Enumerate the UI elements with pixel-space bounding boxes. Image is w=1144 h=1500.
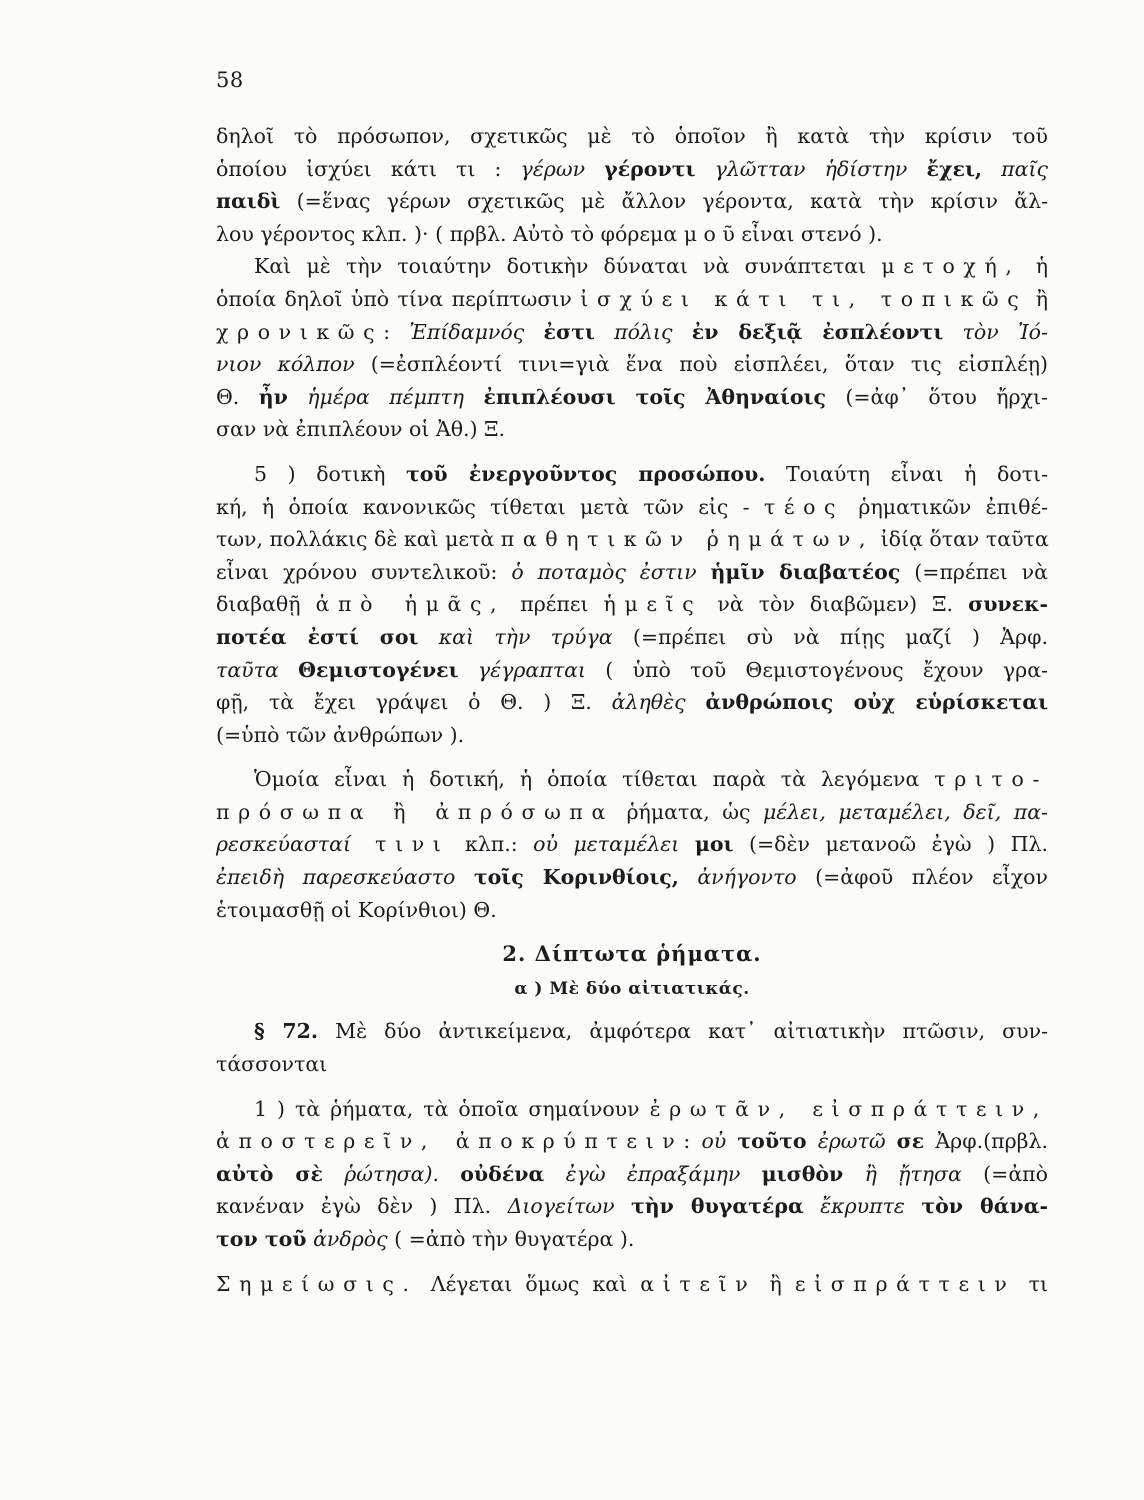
text-run: ἢ xyxy=(756,1271,795,1296)
text-run: ( =ἀπὸ τὴν θυγατέρα ). xyxy=(387,1227,635,1251)
italic-phrase: ὁ ποταμὸς ἐστιν xyxy=(511,559,697,584)
italic-word: οὐ xyxy=(701,1129,727,1154)
text-run: εἶναι χρόνου συντελικοῦ: xyxy=(216,559,512,584)
italic-phrase: μέλει, μεταμέλει, δεῖ, πα- xyxy=(762,799,1048,824)
text-line: σαν νὰ ἐπιπλέουν οἱ Ἀθ.) Ξ. xyxy=(216,417,506,442)
italic-phrase: γλῶτταν ἡδίστην xyxy=(714,156,908,181)
bold-phrase: τὴν θυγατέρα xyxy=(630,1194,804,1219)
paragraph xyxy=(216,763,1048,926)
text-run: κή, ἡ ὁποία κανονικῶς τίθεται μετὰ τῶν εἰς - xyxy=(216,494,764,519)
italic-phrase: καὶ τὴν τρύγα xyxy=(438,624,613,649)
italic-word: Ἐπίδαμνός xyxy=(409,319,525,344)
bold-phrase: ἐπιπλέουσι τοῖς Ἀθηναίοις xyxy=(483,384,826,409)
bold-phrase: τον τοῦ xyxy=(216,1227,307,1251)
spaced-term: πρόσωπα ἢ ἀπρόσωπα xyxy=(216,799,614,824)
text-run: ἡ xyxy=(1020,254,1048,279)
spaced-term: ἀποστερεῖν, ἀποκρύπτειν xyxy=(216,1129,684,1154)
italic-phrase: ἐγὼ ἐπραξάμην xyxy=(565,1161,741,1186)
paragraph xyxy=(216,1093,1048,1256)
text-line xyxy=(216,1268,1048,1301)
text-run: (=δὲν μετανοῶ ἐγὼ ) Πλ. xyxy=(733,832,1048,857)
italic-phrase: ἡμέρα πέμπτη xyxy=(307,384,465,409)
text-run: Τοιαύτη εἶναι ἡ δοτι- xyxy=(765,461,1048,486)
italic-phrase: τὸν Ἰό- xyxy=(962,319,1048,344)
bold-phrase: ἐν δεξιᾷ ἐσπλέοντι xyxy=(691,319,944,344)
text-run: Καὶ μὲ τὴν τοιαύτην δοτικὴν δύναται νὰ συνάπτεται xyxy=(254,254,882,279)
text-line xyxy=(216,1223,1048,1256)
italic-word: γέγραπται xyxy=(477,657,586,682)
text-run: φῇ, τὰ ἔχει γράψει ὁ Θ. ) Ξ. xyxy=(216,690,612,715)
text-run: : xyxy=(383,319,410,344)
spaced-term: τέος xyxy=(763,494,845,519)
bold-phrase: τοῦ ἐνεργοῦντος προσώπου. xyxy=(405,461,766,486)
italic-word: ἀνήγοντο xyxy=(697,865,797,890)
bold-phrase: ἡμῖν διαβατέος xyxy=(710,559,901,584)
bold-word: παιδὶ xyxy=(216,189,281,214)
italic-word: παῖς xyxy=(1001,156,1048,181)
text-run: ῥήματα, ὡς xyxy=(613,799,763,824)
text-run: Ὁμοία εἶναι ἡ δοτική, ἡ ὁποία τίθεται παρὰ τὰ λεγόμενα xyxy=(254,767,935,792)
text-run: Λέγεται ὅμως καὶ xyxy=(417,1271,641,1296)
spaced-term: ἰσχύει κάτι τι, τοπικῶς xyxy=(580,286,1028,311)
text-line xyxy=(216,588,1048,621)
text-body xyxy=(216,120,1048,1300)
text-line xyxy=(216,1190,1048,1223)
page-number: 58 xyxy=(216,68,244,92)
text-line xyxy=(216,1093,1048,1126)
text-line xyxy=(216,654,1048,687)
italic-phrase: ἐπειδὴ παρεσκεύαστο xyxy=(216,865,456,890)
paragraph xyxy=(216,458,1048,751)
spaced-term: παθητικῶν ῥημάτων, xyxy=(500,527,875,552)
text-run: ἢ xyxy=(1027,286,1048,311)
text-run: Μὲ δύο ἀντικείμενα, ἀμφότερα κατ᾽ αἰτιατικὴν πτῶσιν, συν- xyxy=(318,1019,1048,1044)
italic-word: ἀληθὲς xyxy=(611,690,686,715)
spacer xyxy=(216,446,1048,458)
text-run: ( ὑπὸ τοῦ Θεμιστογένους ἔχουν γρα- xyxy=(585,657,1048,682)
bold-phrase: αὐτὸ σὲ xyxy=(216,1161,323,1186)
text-run: νὰ τὸν διαβῶμεν) Ξ. xyxy=(702,592,969,617)
text-line xyxy=(216,861,1048,894)
spacer xyxy=(216,751,1048,763)
text-run: τι xyxy=(1015,1271,1048,1296)
bold-word: μοι xyxy=(694,832,734,857)
paragraph xyxy=(216,120,1048,250)
text-run: κλπ.: xyxy=(449,832,534,857)
text-line xyxy=(216,491,1048,524)
paragraph xyxy=(216,250,1048,446)
text-run: (=πρέπει νὰ xyxy=(900,559,1048,584)
text-run: διαβαθῇ xyxy=(216,592,316,617)
spaced-term: ἀπὸ ἡμᾶς, xyxy=(315,592,506,617)
text-run: Ἀρφ.(πρβλ. xyxy=(924,1129,1048,1154)
text-line: τάσσονται xyxy=(216,1052,328,1077)
text-line xyxy=(216,348,1048,381)
section-heading: 2. Δίπτωτα ῥήματα. xyxy=(502,941,762,967)
spaced-term: τινι xyxy=(351,832,450,857)
bold-phrase: τοῖς Κορινθίοις, xyxy=(473,865,679,890)
text-run: (=ἕνας γέρων σχετικῶς μὲ ἄλλον γέροντα, κατὰ τὴν κρίσιν ἄλ- xyxy=(280,189,1048,214)
spaced-term: τριτο- xyxy=(934,767,1048,792)
subsection-heading: α ) Μὲ δύο αἰτιατικάς. xyxy=(514,978,750,999)
italic-word: ἀνδρὸς xyxy=(313,1227,388,1251)
paragraph xyxy=(216,1268,1048,1301)
italic-phrase: οὐ μεταμέλει xyxy=(533,832,680,857)
text-line xyxy=(216,763,1048,796)
text-line xyxy=(216,283,1048,316)
text-line xyxy=(216,686,1048,719)
text-run: : xyxy=(683,1129,702,1154)
text-line xyxy=(216,153,1048,186)
spacer xyxy=(216,1256,1048,1268)
text-line: ἑτοιμασθῇ οἱ Κορίνθιοι) Θ. xyxy=(216,897,497,922)
text-line xyxy=(216,381,1048,414)
spaced-term: Σημείωσις. xyxy=(216,1271,418,1296)
text-line xyxy=(216,185,1048,218)
italic-word: Διογείτων xyxy=(507,1194,615,1219)
paragraph xyxy=(216,1015,1048,1080)
bold-phrase: τὸν θάνα- xyxy=(921,1194,1048,1219)
italic-phrase: νιον κόλπον xyxy=(216,352,355,377)
bold-word: ἔχει, xyxy=(926,156,982,181)
spaced-term: εἰσπράττειν xyxy=(794,1271,1016,1296)
italic-word: ἔκρυπτε xyxy=(820,1194,905,1219)
spaced-term: ἐρωτᾶν, εἰσπράττειν, xyxy=(649,1096,1048,1121)
text-run: πρέπει xyxy=(505,592,604,617)
spaced-term: ἡμεῖς xyxy=(603,592,703,617)
italic-word: πόλις xyxy=(614,319,673,344)
text-run: 1 ) τὰ ῥήματα, τὰ ὁποῖα σημαίνουν xyxy=(254,1096,650,1121)
text-line: (=ὑπὸ τῶν ἀνθρώπων ). xyxy=(216,722,465,747)
spaced-term: αἰτεῖν xyxy=(640,1271,757,1296)
italic-word: ἐρωτῶ xyxy=(817,1129,886,1154)
text-line xyxy=(216,556,1048,589)
text-line xyxy=(216,796,1048,829)
bold-word: σε xyxy=(896,1129,925,1154)
bold-word: τοῦτο xyxy=(737,1129,807,1154)
text-run: (=ἀπὸ xyxy=(961,1161,1048,1186)
text-run: Θ. xyxy=(216,384,259,409)
bold-phrase: ποτέα ἐστί σοι xyxy=(216,624,419,649)
spaced-term: μετοχή, xyxy=(881,254,1021,279)
italic-word: γέρων xyxy=(520,156,586,181)
text-line xyxy=(216,250,1048,283)
text-line xyxy=(216,523,1048,556)
bold-word: οὐδένα xyxy=(460,1161,545,1186)
italic-word: ρεσκεύασταί xyxy=(216,832,352,857)
text-run: κανέναν ἐγὼ δὲν ) Πλ. xyxy=(216,1194,508,1219)
text-run: ὁποία δηλοῖ ὑπὸ τίνα περίπτωσιν xyxy=(216,286,581,311)
text-line xyxy=(216,458,1048,491)
bold-word: γέροντι xyxy=(604,156,696,181)
section-number: § 72. xyxy=(254,1019,319,1044)
text-line xyxy=(216,316,1048,349)
text-run: ῥηματικῶν ἐπιθέ- xyxy=(844,494,1048,519)
bold-word: μισθὸν xyxy=(761,1161,844,1186)
spaced-term: χρονικῶς xyxy=(216,319,384,344)
spacer xyxy=(216,1081,1048,1093)
bold-word: ἐστι xyxy=(543,319,595,344)
bold-word: ἦν xyxy=(258,384,288,409)
text-line xyxy=(216,621,1048,654)
text-run: των, πολλάκις δὲ καὶ μετὰ xyxy=(216,527,501,552)
text-run: (=ἐσπλέοντί τινι=γιὰ ἕνα ποὺ εἰσπλέει, ὅταν τις εἰσπλέῃ) xyxy=(354,352,1048,377)
bold-phrase: ἀνθρώποις οὐχ εὑρίσκεται xyxy=(705,690,1048,715)
text-line xyxy=(216,828,1048,861)
text-line xyxy=(216,1125,1048,1158)
bold-word: συνεκ- xyxy=(968,592,1048,617)
italic-phrase: ἢ ᾔτησα xyxy=(864,1161,962,1186)
text-run: ὁποίου ἰσχύει κάτι τι : xyxy=(216,156,521,181)
text-run: (=πρέπει σὺ νὰ πίῃς μαζί ) Ἀρφ. xyxy=(612,624,1048,649)
bold-word: Θεμιστογένει xyxy=(298,657,459,682)
italic-word: ταῦτα xyxy=(216,657,279,682)
text-line: λου γέροντος κλπ. )· ( πρβλ. Αὐτὸ τὸ φόρεμα μ ο ῦ εἶναι στενό ). xyxy=(216,221,883,246)
text-run: (=ἀφοῦ πλέον εἶχον xyxy=(796,865,1048,890)
text-run: (=ἀφ᾽ ὅτου ἤρχι- xyxy=(825,384,1048,409)
text-line xyxy=(216,1158,1048,1191)
text-line: δηλοῖ τὸ πρόσωπον, σχετικῶς μὲ τὸ ὁποῖον ἢ κατὰ τὴν κρίσιν τοῦ xyxy=(216,124,1048,148)
text-run: 5 ) δοτικὴ xyxy=(254,461,406,486)
text-run: ἰδίᾳ ὅταν ταῦτα xyxy=(874,527,1049,552)
text-line xyxy=(216,1015,1048,1048)
italic-word: ῥώτησα). xyxy=(344,1161,439,1186)
